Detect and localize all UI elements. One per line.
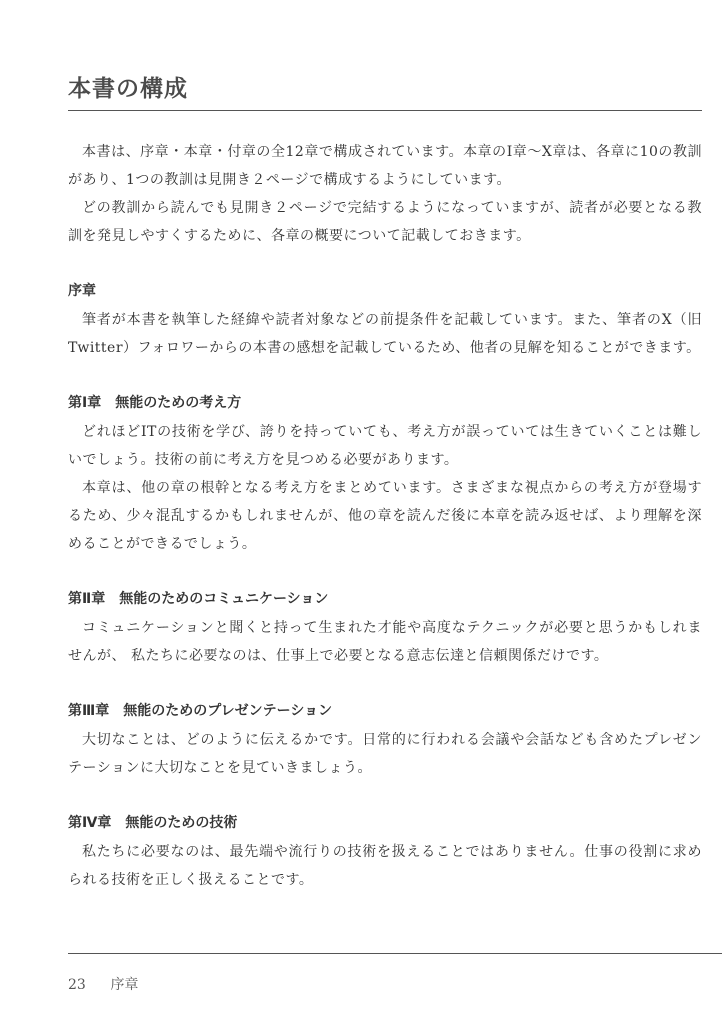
section-paragraph: 私たちに必要なのは、最先端や流行りの技術を扱えることではありません。仕事の役割に求められる技術を正しく扱えることです。	[68, 844, 702, 888]
section-paragraph: 本章は、他の章の根幹となる考え方をまとめています。さまざまな視点からの考え方が登場するため、少々混乱するかもしれませんが、他の章を読んだ後に本章を読み返せば、より理解を深めることができるでしょう。	[68, 480, 702, 552]
section-intro-chapter	[68, 278, 702, 362]
section-chapter-2	[68, 586, 702, 670]
section-chapter-4	[68, 810, 702, 894]
section-heading: 第Ⅲ章 無能のためのプレゼンテーション	[68, 703, 333, 719]
footer-divider	[68, 953, 722, 954]
page-footer	[68, 974, 138, 994]
title-divider	[68, 110, 702, 111]
section-heading: 第Ⅱ章 無能のためのコミュニケーション	[68, 591, 329, 607]
section-heading: 第Ⅳ章 無能のための技術	[68, 815, 238, 831]
page-content	[68, 138, 702, 894]
section-paragraph: どれほどITの技術を学び、誇りを持っていても、考え方が誤っていては生きていくことは難しいでしょう。技術の前に考え方を見つめる必要があります。	[68, 424, 702, 468]
page-number: 23	[68, 977, 86, 993]
section-paragraph: 筆者が本書を執筆した経緯や読者対象などの前提条件を記載しています。また、筆者のX（旧Twitter）フォロワーからの本書の感想を記載しているため、他者の見解を知ることができます。	[68, 312, 702, 356]
footer-chapter-label: 序章	[110, 977, 139, 993]
section-heading: 序章	[68, 283, 96, 299]
intro-paragraph: 本書は、序章・本章・付章の全12章で構成されています。本章のⅠ章〜Ⅹ章は、各章に10の教訓があり、1つの教訓は見開き２ページで構成するようにしています。	[68, 144, 702, 188]
intro-paragraph: どの教訓から読んでも見開き２ページで完結するようになっていますが、読者が必要となる教訓を発見しやすくするために、各章の概要について記載しておきます。	[68, 200, 702, 244]
section-paragraph: コミュニケーションと聞くと持って生まれた才能や高度なテクニックが必要と思うかもしれませんが、 私たちに必要なのは、仕事上で必要となる意志伝達と信頼関係だけです。	[68, 620, 702, 664]
section-chapter-3	[68, 698, 702, 782]
page-title: 本書の構成	[68, 76, 188, 102]
section-chapter-1	[68, 390, 702, 558]
section-paragraph: 大切なことは、どのように伝えるかです。日常的に行われる会議や会話なども含めたプレゼンテーションに大切なことを見ていきましょう。	[68, 732, 702, 776]
section-heading: 第Ⅰ章 無能のための考え方	[68, 395, 242, 411]
